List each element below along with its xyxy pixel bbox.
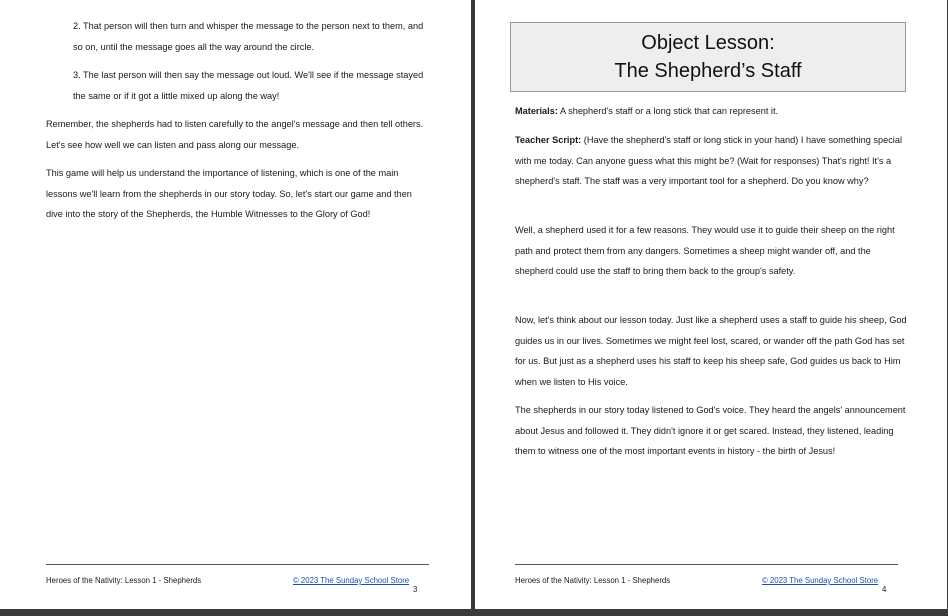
remember-paragraph: Remember, the shepherds had to listen carefully to the angel's message and then tell others. Let's see how well we can listen and pass along our message. — [46, 119, 424, 150]
step-2-text: 2. That person will then turn and whisper the message to the person next to them, and so on, until the message goes all the way around the circle. — [73, 21, 424, 52]
teacher-script-text: (Have the shepherd's staff or long stick in your hand) I have something special with me today. Can anyone guess what this might be? (Wait for responses) That's right! It's a shepherd's staff. The staff was a very important tool for a shepherd. Do you know why? — [515, 135, 902, 186]
teacher-script-label: Teacher Script: — [515, 135, 582, 145]
title-line-1: Object Lesson: — [641, 32, 775, 54]
materials-label: Materials: — [515, 106, 558, 116]
copyright-link[interactable]: © 2023 The Sunday School Store — [762, 576, 879, 585]
listened-paragraph: The shepherds in our story today listened to God's voice. They heard the angels' announcement about Jesus and followed it. They didn't ignore it or get scared. Instead, they listened, leading them to witness one of the most important events in history - the birth of Jesus! — [515, 405, 906, 456]
page-3 — [0, 0, 471, 609]
step-3-text: 3. The last person will then say the message out loud. We'll see if the message stayed the same or if it got a little mixed up along the way! — [73, 70, 424, 101]
lesson-paragraph: Now, let's think about our lesson today. Just like a shepherd uses a staff to guide his sheep, God guides us in our lives. Sometimes we might feel lost, scared, or wander off the path God has set for us. But just as a shepherd uses his staff to keep his sheep safe, God guides us back to Him when we listen to His voice. — [515, 315, 907, 387]
footer-divider — [515, 564, 898, 565]
materials-paragraph — [515, 101, 907, 122]
footer-divider — [46, 564, 429, 565]
page-number: 3 — [413, 585, 418, 594]
game-paragraph: This game will help us understand the importance of listening, which is one of the main lessons we'll learn from the shepherds in our story today. So, let's start our game and then dive into the story of the Shepherds, the Humble Witnesses to the Glory of God! — [46, 168, 412, 219]
page-number: 4 — [882, 585, 887, 594]
reasons-paragraph: Well, a shepherd used it for a few reasons. They would use it to guide their sheep on the right path and protect them from any dangers. Sometimes a sheep might wander off, and the shepherd could use the staff to bring them back to the group's safety. — [515, 225, 895, 276]
footer-title: Heroes of the Nativity: Lesson 1 - Shepherds — [515, 576, 671, 585]
lesson-title-box — [510, 22, 906, 92]
title-line-2: The Shepherd’s Staff — [614, 60, 802, 82]
page-4 — [475, 0, 947, 609]
materials-text: A shepherd's staff or a long stick that can represent it. — [557, 106, 779, 116]
footer-title: Heroes of the Nativity: Lesson 1 - Shepherds — [46, 576, 202, 585]
teacher-script-paragraph — [515, 130, 907, 192]
copyright-link[interactable]: © 2023 The Sunday School Store — [293, 576, 410, 585]
